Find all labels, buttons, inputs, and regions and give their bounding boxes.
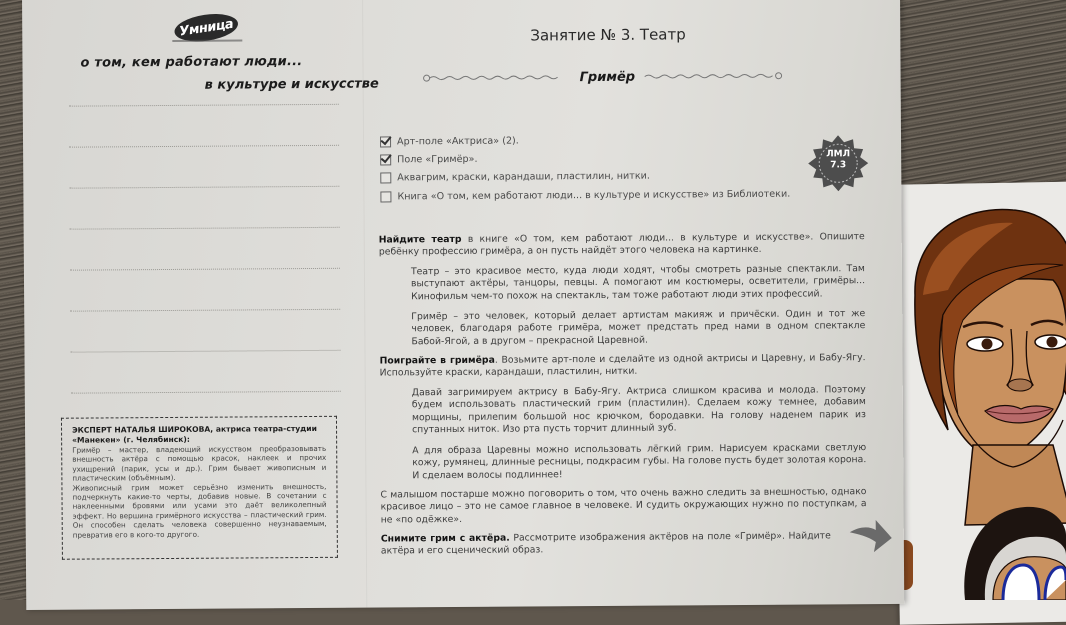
material-item: Арт-поле «Актриса» (2). <box>380 132 790 150</box>
quote-tsarevna: А для образа Царевны можно использовать лёгкий грим. Нарисуем красками светлую кожу, румянец, длинные ресницы, подкрасим губы. На голове пусть будет золотая корона. И сделаем волосы подлиннее! <box>412 442 867 482</box>
expert-paragraph: Живописный грим может серьёзно изменить внешность, подчеркнуть какие-то черты, добавив новые. В сочетании с наклеенными бровями или усами это даёт великолепный эффект. Но вершина гримёрного искусства – пластический грим. Он способен сделать человека совершенно неузнаваемым, превратив его в кого-то другого. <box>72 481 327 540</box>
writing-line[interactable] <box>70 227 340 230</box>
lesson-title: Занятие № 3. Театр <box>530 25 686 45</box>
quote-theatre: Театр – это красивое место, куда люди ходят, чтобы смотреть разные спектакли. Там выступают актёры, танцоры, певцы. А помогают им костюмеры, осветители, гримёры... Кинофильм чем-то похож на спектакль, там тоже работают люди этих профессий. <box>410 263 866 303</box>
checkbox-checked[interactable] <box>380 137 391 148</box>
writing-line[interactable] <box>70 350 340 353</box>
material-item: Книга «О том, кем работают люди... в культуре и искусстве» из Библиотеки. <box>380 186 790 204</box>
writing-line[interactable] <box>70 268 340 271</box>
checkbox-unchecked[interactable] <box>380 191 391 202</box>
task-find-theatre: Найдите театр в книге «О том, кем работают люди... в культуре и искусстве». Опишите ребёнку профессию гримёра, а он пусть найдёт этого человека на картинке. <box>378 231 865 258</box>
quote-makeup-artist: Гримёр – это человек, который делает артистам макияж и причёски. Один и тот же человек, благодаря работе гримёра, может предстать пред нами в одном спектакле Бабой-Ягой, а в другом – прекрасной Царевной. <box>411 308 866 348</box>
logo-tagline <box>172 39 242 44</box>
writing-line[interactable] <box>69 145 339 148</box>
material-item: Поле «Гримёр». <box>380 150 790 168</box>
brand-logo: Умница <box>173 10 240 45</box>
writing-line[interactable] <box>71 391 341 394</box>
wavy-divider-left <box>423 72 563 83</box>
parent-note: С малышом постарше можно поговорить о том, что очень важно следить за внешностью, однако красивое лицо – это не самое главное в человеке. И судить окружающих нужно по поступкам, а не «по одёжке». <box>380 486 867 526</box>
workbook-page <box>22 0 904 610</box>
quote-baba-yaga: Давай загримируем актрису в Бабу-Ягу. Актриса слишком красива и молода. Поэтому будем использовать пластический грим (пластилин). Сделаем кожу темнее, добавим морщины, прилепим большой нос крючком, бородавки. На голову наденем парик из спутанных ниток. Изо рта пусть торчит длинный зуб. <box>411 384 866 436</box>
expert-note-box <box>61 416 338 560</box>
expert-paragraph: Гримёр – мастер, владеющий искусством преобразовывать внешность актёра с помощью красок, наклеек и прочих ухищрений (парик, усы и др.). Грим бывает живописным и пластическим (объёмным). <box>72 443 327 483</box>
section-title: Гримёр <box>579 69 636 86</box>
book-title-line2: в культуре и искусстве <box>204 76 379 93</box>
task-remove-makeup: Снимите грим с актёра. Рассмотрите изображения актёров на поле «Гримёр». Найдите актёра и его сценический образ. <box>380 530 831 557</box>
checkbox-checked[interactable] <box>380 155 391 166</box>
task-play-makeup-artist: Поиграйте в гримёра. Возьмите арт-поле и сделайте из одной актрисы и Царевну, и Бабу-Ягу. Используйте краски, карандаши, пластилин, нитки. <box>379 352 866 379</box>
checkbox-unchecked[interactable] <box>380 173 391 184</box>
expert-heading: ЭКСПЕРТ НАТАЛЬЯ ШИРОКОВА, актриса театра-студии «Манекен» (г. Челябинск): <box>72 423 317 445</box>
actor-face-illustration <box>955 505 1066 600</box>
actress-face-illustration <box>903 205 1066 535</box>
book-title-line1: о том, кем работают люди... <box>80 54 303 71</box>
materials-checklist <box>380 132 790 207</box>
writing-line[interactable] <box>69 104 339 107</box>
wavy-divider-right <box>645 71 785 82</box>
next-page-arrow-icon <box>848 518 892 554</box>
material-item: Аквагрим, краски, карандаши, пластилин, нитки. <box>380 168 790 186</box>
writing-line[interactable] <box>70 309 340 312</box>
writing-line[interactable] <box>69 186 339 189</box>
lml-badge: ЛМЛ 7.3 <box>807 135 869 191</box>
